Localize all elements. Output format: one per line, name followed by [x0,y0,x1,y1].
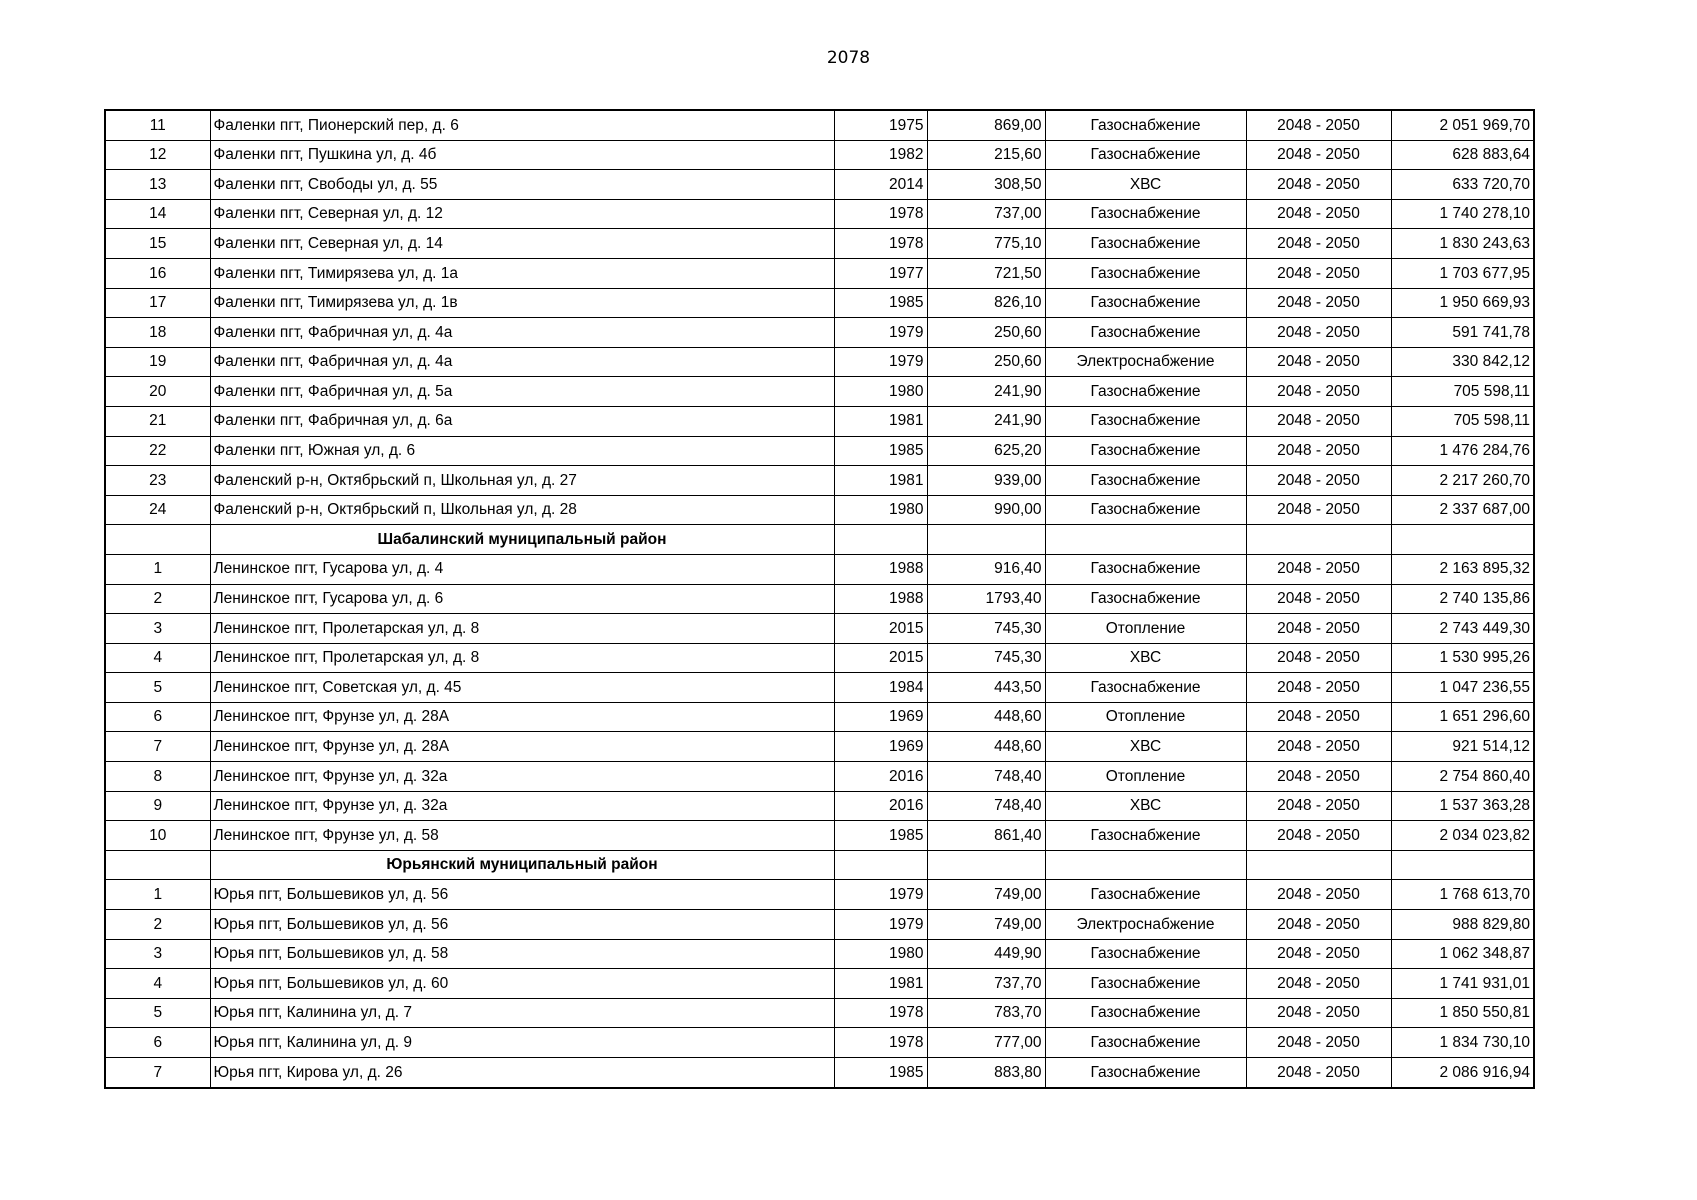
address-cell: Фаленки пгт, Северная ул, д. 14 [210,229,834,259]
year-cell: 1982 [834,140,927,170]
row-number-cell: 23 [105,466,210,496]
period-cell: 2048 - 2050 [1246,554,1391,584]
service-type-cell: Газоснабжение [1045,998,1246,1028]
page-number: 2078 [826,48,871,68]
row-number-cell: 12 [105,140,210,170]
area-cell: 745,30 [927,614,1045,644]
empty-cell [927,850,1045,880]
row-number-cell: 6 [105,702,210,732]
service-type-cell: Газоснабжение [1045,880,1246,910]
cost-cell: 2 217 260,70 [1391,466,1534,496]
year-cell: 1978 [834,199,927,229]
year-cell: 1975 [834,110,927,140]
row-number-cell: 13 [105,170,210,200]
service-type-cell: Газоснабжение [1045,1028,1246,1058]
address-cell: Фаленки пгт, Фабричная ул, д. 4а [210,347,834,377]
row-number-cell: 22 [105,436,210,466]
address-cell: Юрья пгт, Большевиков ул, д. 56 [210,910,834,940]
service-type-cell: Газоснабжение [1045,673,1246,703]
address-cell: Фаленки пгт, Пионерский пер, д. 6 [210,110,834,140]
area-cell: 990,00 [927,495,1045,525]
table-row [105,969,1534,999]
cost-cell: 921 514,12 [1391,732,1534,762]
address-cell: Фаленки пгт, Фабричная ул, д. 6а [210,406,834,436]
area-cell: 749,00 [927,910,1045,940]
cost-cell: 988 829,80 [1391,910,1534,940]
period-cell: 2048 - 2050 [1246,821,1391,851]
service-type-cell: Газоснабжение [1045,584,1246,614]
row-number-cell: 2 [105,584,210,614]
row-number-cell: 10 [105,821,210,851]
table-row [105,318,1534,348]
area-cell: 861,40 [927,821,1045,851]
row-number-cell: 9 [105,791,210,821]
area-cell: 241,90 [927,377,1045,407]
service-type-cell: Отопление [1045,702,1246,732]
section-title: Юрьянский муниципальный район [210,850,834,880]
area-cell: 777,00 [927,1028,1045,1058]
cost-cell: 330 842,12 [1391,347,1534,377]
address-cell: Ленинское пгт, Пролетарская ул, д. 8 [210,643,834,673]
address-cell: Юрья пгт, Большевиков ул, д. 60 [210,969,834,999]
cost-cell: 1 950 669,93 [1391,288,1534,318]
year-cell: 1985 [834,288,927,318]
period-cell: 2048 - 2050 [1246,614,1391,644]
cost-cell: 1 834 730,10 [1391,1028,1534,1058]
area-cell: 883,80 [927,1058,1045,1088]
table-row [105,821,1534,851]
address-cell: Фаленки пгт, Южная ул, д. 6 [210,436,834,466]
address-cell: Ленинское пгт, Гусарова ул, д. 6 [210,584,834,614]
area-cell: 749,00 [927,880,1045,910]
service-type-cell: Газоснабжение [1045,258,1246,288]
area-cell: 869,00 [927,110,1045,140]
address-cell: Ленинское пгт, Фрунзе ул, д. 32а [210,791,834,821]
period-cell: 2048 - 2050 [1246,702,1391,732]
row-number-cell: 7 [105,1058,210,1088]
year-cell: 2015 [834,614,927,644]
row-number-cell: 16 [105,258,210,288]
cost-cell: 2 086 916,94 [1391,1058,1534,1088]
table-row [105,110,1534,140]
table-row [105,584,1534,614]
row-number-cell: 5 [105,998,210,1028]
address-cell: Ленинское пгт, Фрунзе ул, д. 28А [210,702,834,732]
row-number-cell: 11 [105,110,210,140]
cost-cell: 1 476 284,76 [1391,436,1534,466]
area-cell: 448,60 [927,732,1045,762]
cost-cell: 1 850 550,81 [1391,998,1534,1028]
period-cell: 2048 - 2050 [1246,584,1391,614]
row-number-cell: 1 [105,880,210,910]
area-cell: 308,50 [927,170,1045,200]
service-type-cell: Газоснабжение [1045,140,1246,170]
year-cell: 1985 [834,436,927,466]
period-cell: 2048 - 2050 [1246,229,1391,259]
period-cell: 2048 - 2050 [1246,791,1391,821]
area-cell: 250,60 [927,347,1045,377]
row-number-cell: 1 [105,554,210,584]
section-header-row [105,850,1534,880]
period-cell: 2048 - 2050 [1246,495,1391,525]
area-cell: 939,00 [927,466,1045,496]
address-cell: Фаленки пгт, Свободы ул, д. 55 [210,170,834,200]
area-cell: 625,20 [927,436,1045,466]
area-cell: 826,10 [927,288,1045,318]
cost-cell: 1 703 677,95 [1391,258,1534,288]
service-type-cell: Газоснабжение [1045,436,1246,466]
table-row [105,288,1534,318]
table-row [105,643,1534,673]
empty-cell [1246,850,1391,880]
table-row [105,258,1534,288]
service-type-cell: ХВС [1045,732,1246,762]
year-cell: 2014 [834,170,927,200]
address-cell: Юрья пгт, Кирова ул, д. 26 [210,1058,834,1088]
repair-schedule-table [104,109,1535,1089]
year-cell: 1980 [834,495,927,525]
table-row [105,495,1534,525]
address-cell: Фаленки пгт, Пушкина ул, д. 4б [210,140,834,170]
table-row [105,791,1534,821]
address-cell: Фаленский р-н, Октябрьский п, Школьная ул, д. 27 [210,466,834,496]
year-cell: 1977 [834,258,927,288]
year-cell: 2016 [834,791,927,821]
address-cell: Ленинское пгт, Пролетарская ул, д. 8 [210,614,834,644]
table-row [105,702,1534,732]
area-cell: 775,10 [927,229,1045,259]
area-cell: 449,90 [927,939,1045,969]
area-cell: 1793,40 [927,584,1045,614]
service-type-cell: Газоснабжение [1045,199,1246,229]
service-type-cell: Газоснабжение [1045,969,1246,999]
table-row [105,880,1534,910]
year-cell: 1979 [834,318,927,348]
service-type-cell: Газоснабжение [1045,939,1246,969]
table-row [105,377,1534,407]
area-cell: 250,60 [927,318,1045,348]
cost-cell: 705 598,11 [1391,377,1534,407]
area-cell: 721,50 [927,258,1045,288]
empty-cell [1045,850,1246,880]
area-cell: 241,90 [927,406,1045,436]
service-type-cell: Газоснабжение [1045,110,1246,140]
area-cell: 745,30 [927,643,1045,673]
service-type-cell: ХВС [1045,791,1246,821]
period-cell: 2048 - 2050 [1246,1058,1391,1088]
cost-cell: 2 337 687,00 [1391,495,1534,525]
empty-cell [834,525,927,555]
period-cell: 2048 - 2050 [1246,1028,1391,1058]
period-cell: 2048 - 2050 [1246,318,1391,348]
service-type-cell: Газоснабжение [1045,466,1246,496]
empty-cell [927,525,1045,555]
address-cell: Юрья пгт, Большевиков ул, д. 56 [210,880,834,910]
table-row [105,998,1534,1028]
address-cell: Юрья пгт, Большевиков ул, д. 58 [210,939,834,969]
address-cell: Фаленки пгт, Северная ул, д. 12 [210,199,834,229]
service-type-cell: Отопление [1045,762,1246,792]
empty-cell [1246,525,1391,555]
address-cell: Юрья пгт, Калинина ул, д. 9 [210,1028,834,1058]
service-type-cell: Электроснабжение [1045,347,1246,377]
period-cell: 2048 - 2050 [1246,140,1391,170]
service-type-cell: Газоснабжение [1045,495,1246,525]
section-header-row [105,525,1534,555]
row-number-cell: 24 [105,495,210,525]
row-number-cell: 20 [105,377,210,407]
section-title: Шабалинский муниципальный район [210,525,834,555]
table-row [105,910,1534,940]
year-cell: 1985 [834,1058,927,1088]
table-row [105,229,1534,259]
cost-cell: 705 598,11 [1391,406,1534,436]
table-body [105,110,1534,1088]
empty-cell [834,850,927,880]
address-cell: Юрья пгт, Калинина ул, д. 7 [210,998,834,1028]
table-row [105,732,1534,762]
empty-cell [1391,525,1534,555]
cost-cell: 2 743 449,30 [1391,614,1534,644]
row-number-cell: 19 [105,347,210,377]
service-type-cell: Газоснабжение [1045,318,1246,348]
row-number-cell: 2 [105,910,210,940]
row-number-cell: 5 [105,673,210,703]
service-type-cell: Газоснабжение [1045,406,1246,436]
service-type-cell: Отопление [1045,614,1246,644]
row-number-cell: 21 [105,406,210,436]
area-cell: 737,70 [927,969,1045,999]
area-cell: 448,60 [927,702,1045,732]
cost-cell: 1 062 348,87 [1391,939,1534,969]
row-number-cell: 18 [105,318,210,348]
service-type-cell: Газоснабжение [1045,377,1246,407]
row-number-cell: 15 [105,229,210,259]
area-cell: 215,60 [927,140,1045,170]
year-cell: 1980 [834,939,927,969]
table-row [105,554,1534,584]
table-row [105,1058,1534,1088]
period-cell: 2048 - 2050 [1246,288,1391,318]
table-row [105,436,1534,466]
address-cell: Фаленский р-н, Октябрьский п, Школьная ул, д. 28 [210,495,834,525]
empty-cell [105,525,210,555]
row-number-cell: 7 [105,732,210,762]
year-cell: 1980 [834,377,927,407]
address-cell: Фаленки пгт, Тимирязева ул, д. 1в [210,288,834,318]
period-cell: 2048 - 2050 [1246,377,1391,407]
year-cell: 1984 [834,673,927,703]
empty-cell [105,850,210,880]
area-cell: 443,50 [927,673,1045,703]
period-cell: 2048 - 2050 [1246,170,1391,200]
cost-cell: 2 051 969,70 [1391,110,1534,140]
cost-cell: 633 720,70 [1391,170,1534,200]
service-type-cell: Электроснабжение [1045,910,1246,940]
row-number-cell: 6 [105,1028,210,1058]
service-type-cell: Газоснабжение [1045,229,1246,259]
address-cell: Ленинское пгт, Фрунзе ул, д. 58 [210,821,834,851]
area-cell: 748,40 [927,791,1045,821]
year-cell: 1981 [834,969,927,999]
table-row [105,939,1534,969]
period-cell: 2048 - 2050 [1246,969,1391,999]
period-cell: 2048 - 2050 [1246,110,1391,140]
period-cell: 2048 - 2050 [1246,910,1391,940]
row-number-cell: 8 [105,762,210,792]
table-row [105,406,1534,436]
period-cell: 2048 - 2050 [1246,762,1391,792]
period-cell: 2048 - 2050 [1246,406,1391,436]
cost-cell: 2 754 860,40 [1391,762,1534,792]
year-cell: 2016 [834,762,927,792]
period-cell: 2048 - 2050 [1246,732,1391,762]
cost-cell: 1 047 236,55 [1391,673,1534,703]
area-cell: 748,40 [927,762,1045,792]
cost-cell: 2 163 895,32 [1391,554,1534,584]
cost-cell: 1 740 278,10 [1391,199,1534,229]
address-cell: Ленинское пгт, Гусарова ул, д. 4 [210,554,834,584]
year-cell: 1978 [834,1028,927,1058]
service-type-cell: ХВС [1045,643,1246,673]
table-row [105,762,1534,792]
address-cell: Ленинское пгт, Фрунзе ул, д. 28А [210,732,834,762]
year-cell: 1988 [834,584,927,614]
table-row [105,614,1534,644]
period-cell: 2048 - 2050 [1246,880,1391,910]
period-cell: 2048 - 2050 [1246,199,1391,229]
service-type-cell: Газоснабжение [1045,554,1246,584]
address-cell: Фаленки пгт, Фабричная ул, д. 5а [210,377,834,407]
period-cell: 2048 - 2050 [1246,258,1391,288]
table-row [105,466,1534,496]
period-cell: 2048 - 2050 [1246,347,1391,377]
year-cell: 1981 [834,406,927,436]
cost-cell: 2 740 135,86 [1391,584,1534,614]
period-cell: 2048 - 2050 [1246,998,1391,1028]
cost-cell: 1 768 613,70 [1391,880,1534,910]
table-row [105,673,1534,703]
period-cell: 2048 - 2050 [1246,466,1391,496]
period-cell: 2048 - 2050 [1246,436,1391,466]
row-number-cell: 3 [105,614,210,644]
period-cell: 2048 - 2050 [1246,673,1391,703]
year-cell: 1969 [834,732,927,762]
service-type-cell: ХВС [1045,170,1246,200]
address-cell: Фаленки пгт, Фабричная ул, д. 4а [210,318,834,348]
year-cell: 1978 [834,998,927,1028]
year-cell: 1988 [834,554,927,584]
area-cell: 783,70 [927,998,1045,1028]
service-type-cell: Газоснабжение [1045,821,1246,851]
row-number-cell: 4 [105,969,210,999]
address-cell: Фаленки пгт, Тимирязева ул, д. 1а [210,258,834,288]
address-cell: Ленинское пгт, Советская ул, д. 45 [210,673,834,703]
cost-cell: 1 530 995,26 [1391,643,1534,673]
row-number-cell: 3 [105,939,210,969]
address-cell: Ленинское пгт, Фрунзе ул, д. 32а [210,762,834,792]
cost-cell: 628 883,64 [1391,140,1534,170]
table-row [105,170,1534,200]
table-row [105,199,1534,229]
row-number-cell: 17 [105,288,210,318]
cost-cell: 1 651 296,60 [1391,702,1534,732]
table-row [105,140,1534,170]
area-cell: 737,00 [927,199,1045,229]
area-cell: 916,40 [927,554,1045,584]
row-number-cell: 4 [105,643,210,673]
service-type-cell: Газоснабжение [1045,1058,1246,1088]
empty-cell [1045,525,1246,555]
empty-cell [1391,850,1534,880]
service-type-cell: Газоснабжение [1045,288,1246,318]
year-cell: 1979 [834,347,927,377]
cost-cell: 1 741 931,01 [1391,969,1534,999]
year-cell: 1979 [834,910,927,940]
cost-cell: 591 741,78 [1391,318,1534,348]
year-cell: 1979 [834,880,927,910]
cost-cell: 1 830 243,63 [1391,229,1534,259]
cost-cell: 2 034 023,82 [1391,821,1534,851]
year-cell: 1978 [834,229,927,259]
year-cell: 2015 [834,643,927,673]
row-number-cell: 14 [105,199,210,229]
year-cell: 1969 [834,702,927,732]
period-cell: 2048 - 2050 [1246,643,1391,673]
table-row [105,1028,1534,1058]
cost-cell: 1 537 363,28 [1391,791,1534,821]
period-cell: 2048 - 2050 [1246,939,1391,969]
year-cell: 1985 [834,821,927,851]
year-cell: 1981 [834,466,927,496]
table-row [105,347,1534,377]
